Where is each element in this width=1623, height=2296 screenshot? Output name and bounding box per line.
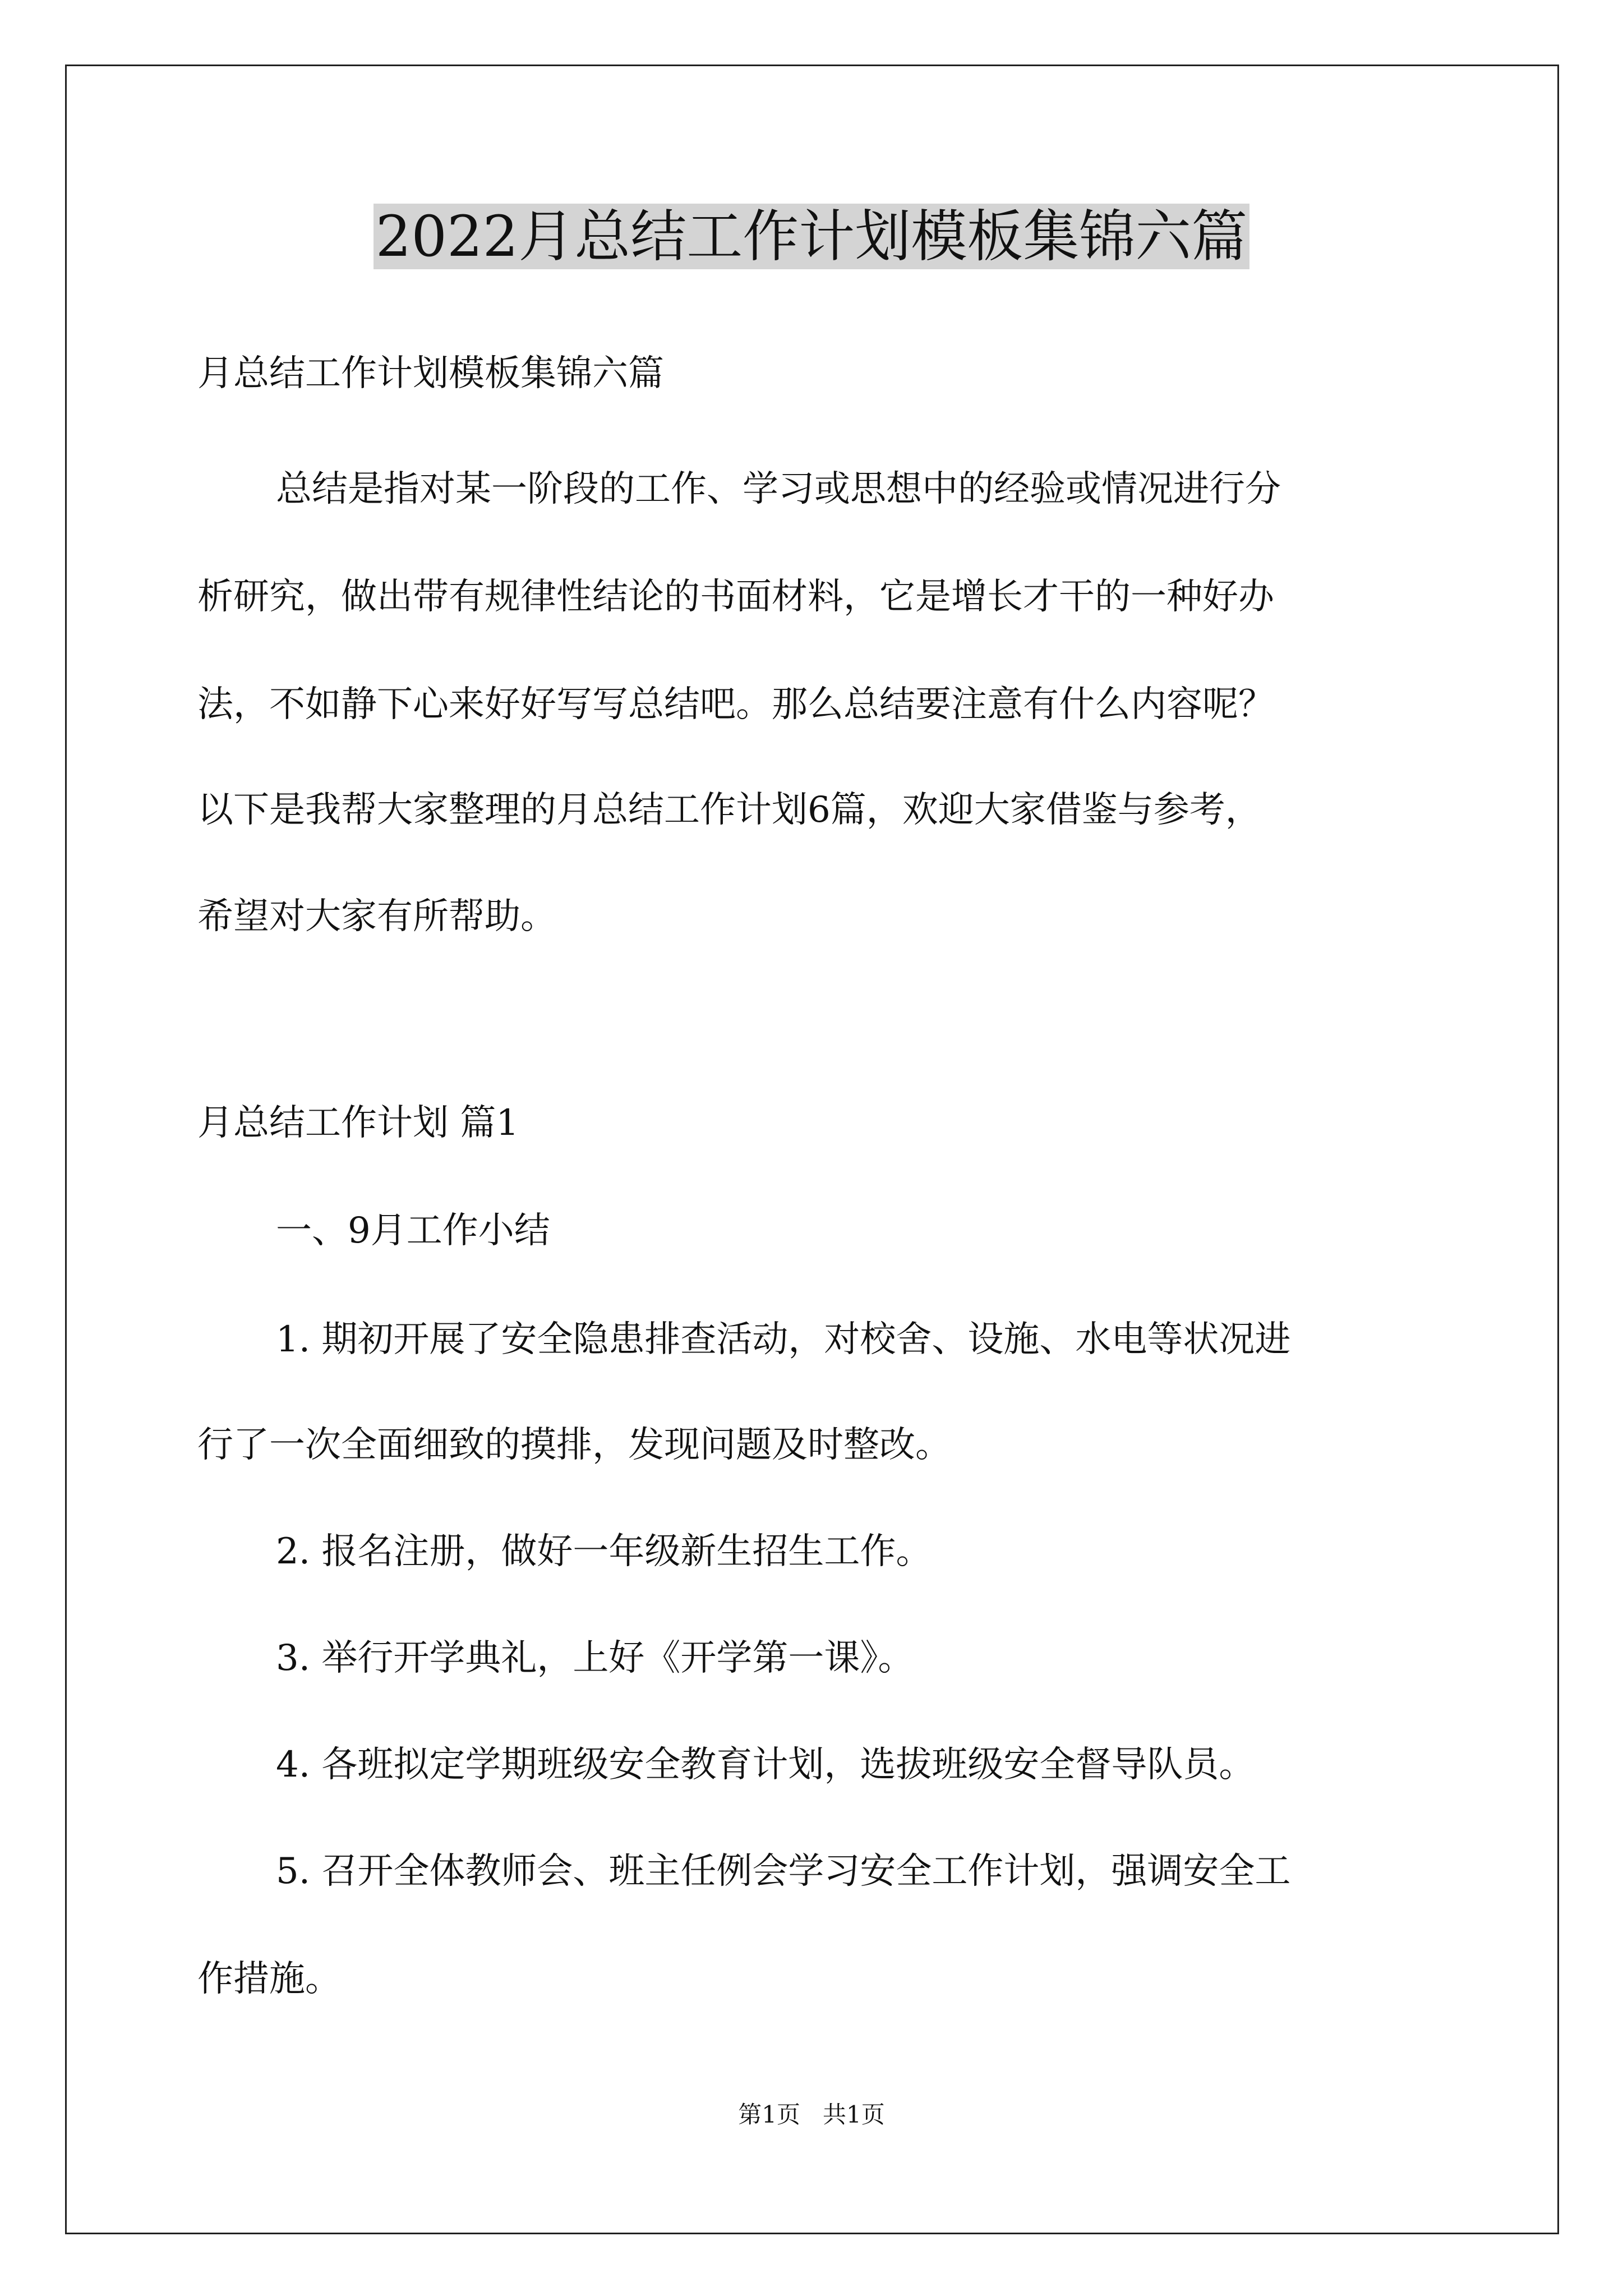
subtitle: 月总结工作计划模板集锦六篇 [197, 353, 664, 394]
list-item-4: 4. 各班拟定学期班级安全教育计划，选拔班级安全督导队员。 [276, 1744, 1255, 1786]
intro-line-1: 总结是指对某一阶段的工作、学习或思想中的经验或情况进行分 [276, 468, 1281, 510]
section-heading: 月总结工作计划 篇1 [197, 1102, 519, 1144]
intro-line-2: 析研究，做出带有规律性结论的书面材料，它是增长才干的一种好办 [197, 576, 1274, 618]
list-item-1-line-2: 行了一次全面细致的摸排，发现问题及时整改。 [197, 1424, 951, 1466]
intro-line-3: 法，不如静下心来好好写写总结吧。那么总结要注意有什么内容呢？ [197, 684, 1274, 725]
title-text: 2022月总结工作计划模板集锦六篇 [374, 204, 1250, 269]
list-item-2: 2. 报名注册，做好一年级新生招生工作。 [276, 1531, 932, 1572]
list-item-3: 3. 举行开学典礼，上好《开学第一课》。 [276, 1637, 914, 1679]
intro-line-5: 希望对大家有所帮助。 [197, 896, 556, 937]
section-subheading: 一、9月工作小结 [276, 1210, 550, 1251]
list-item-1-line-1: 1. 期初开展了安全隐患排查活动，对校舍、设施、水电等状况进 [276, 1319, 1291, 1360]
intro-line-4: 以下是我帮大家整理的月总结工作计划6篇，欢迎大家借鉴与参考， [197, 789, 1261, 831]
document-title [0, 203, 1623, 270]
list-item-5-line-2: 作措施。 [197, 1958, 341, 2000]
page-footer: 第1页 共1页 [738, 2101, 885, 2128]
list-item-5-line-1: 5. 召开全体教师会、班主任例会学习安全工作计划，强调安全工 [276, 1851, 1291, 1892]
